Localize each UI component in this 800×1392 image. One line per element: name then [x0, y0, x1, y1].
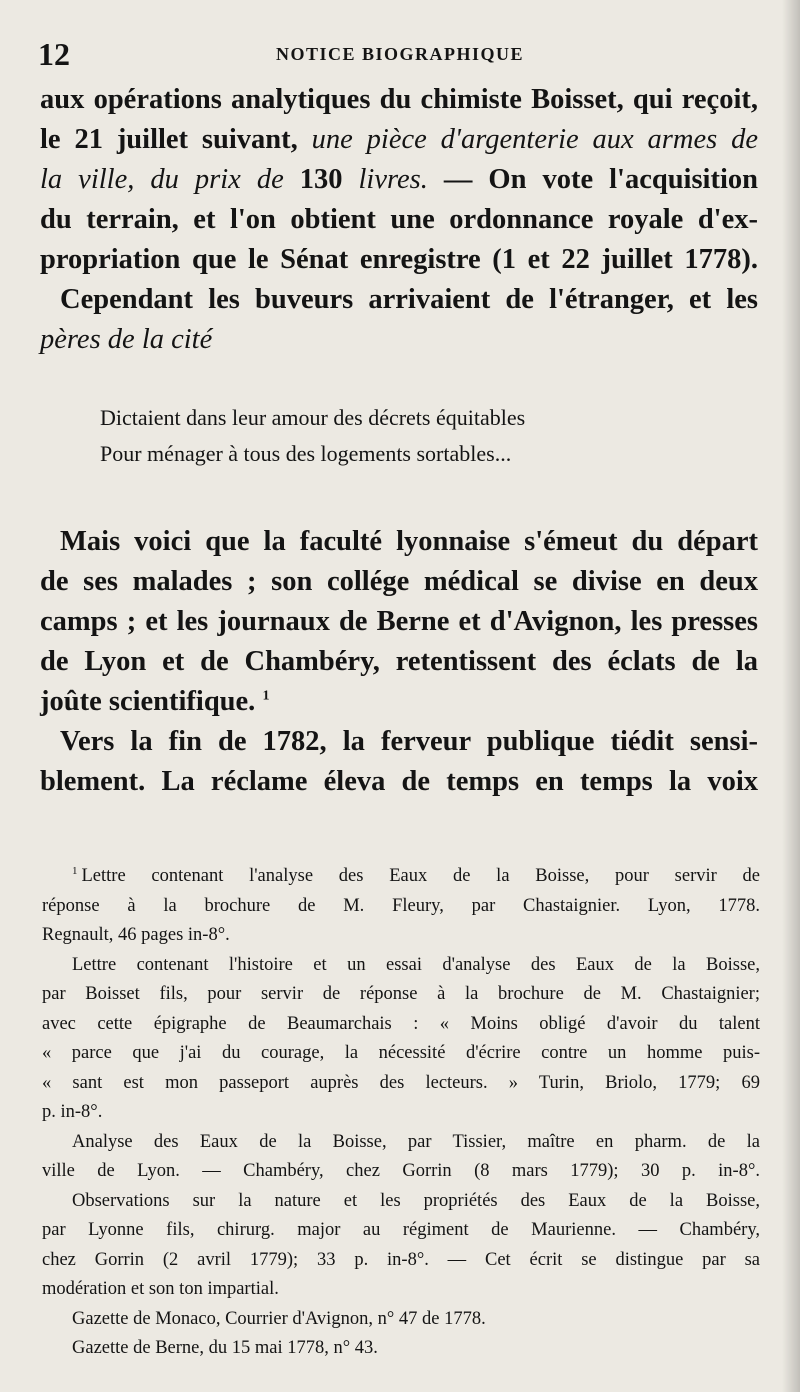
footnote-line: par Lyonne fils, chirurg. major au régiment de Maurienne. — Chambéry,	[42, 1220, 760, 1240]
text-line: de Lyon et de Chambéry, retentissent des éclats de la	[40, 646, 758, 677]
running-title: NOTICE BIOGRAPHIQUE	[275, 44, 525, 64]
verse-quote	[100, 400, 740, 472]
text-line: du terrain, et l'on obtient une ordonnance royale d'ex-	[40, 204, 758, 235]
main-text-lower	[40, 522, 758, 802]
footnote-line: réponse à la brochure de M. Fleury, par Chastaignier. Lyon, 1778.	[42, 895, 760, 916]
footnote-line: Regnault, 46 pages in-8°.	[42, 925, 230, 945]
footnote-line: « parce que j'ai du courage, la nécessité d'écrire contre un homme puis-	[42, 1043, 760, 1063]
page-header	[0, 36, 800, 70]
footnote-line: par Boisset fils, pour servir de réponse à la brochure de M. Chastaignier;	[42, 984, 760, 1004]
page-edge-shadow	[782, 0, 800, 1392]
main-text-upper	[40, 80, 758, 360]
footnote-line: p. in-8°.	[42, 1102, 103, 1122]
footnote-line: modération et son ton impartial.	[42, 1279, 279, 1299]
text-line: joûte scientifique. $^1$	[40, 686, 270, 717]
text-line: propriation que le Sénat enregistre (1 et 22 juillet 1778).	[40, 244, 758, 275]
footnote-line: ville de Lyon. — Chambéry, chez Gorrin (8 mars 1779); 30 p. in-8°.	[42, 1161, 760, 1181]
text-line: le 21 juillet suivant, une pièce d'argenterie aux armes de	[40, 124, 758, 155]
text-line: aux opérations analytiques du chimiste Boisset, qui reçoit,	[40, 84, 758, 115]
page-number: 12	[38, 36, 70, 72]
footnote-line: Gazette de Berne, du 15 mai 1778, n° 43.	[72, 1338, 378, 1358]
footnote-line: avec cette épigraphe de Beaumarchais : « Moins obligé d'avoir du talent	[42, 1013, 760, 1034]
text-line: la ville, du prix de 130 livres. — On vote l'acquisition	[40, 164, 758, 195]
text-line: Mais voici que la faculté lyonnaise s'émeut du départ	[60, 526, 758, 557]
footnote-line: Analyse des Eaux de la Boisse, par Tissier, maître en pharm. de la	[72, 1131, 760, 1152]
footnote-line: $^1$ Lettre contenant l'analyse des Eaux de la Boisse, pour servir de	[72, 864, 760, 886]
footnote-line: Observations sur la nature et les propriétés des Eaux de la Boisse,	[72, 1190, 760, 1211]
footnote-line: Lettre contenant l'histoire et un essai d'analyse des Eaux de la Boisse,	[72, 954, 760, 975]
quote-line: Dictaient dans leur amour des décrets équitables	[100, 405, 526, 430]
footnote-line: Gazette de Monaco, Courrier d'Avignon, n° 47 de 1778.	[72, 1308, 486, 1329]
text-line: de ses malades ; son collége médical se divise en deux	[40, 566, 758, 597]
text-line: Cependant les buveurs arrivaient de l'étranger, et les	[60, 284, 758, 315]
text-line: pères de la cité	[40, 324, 213, 355]
footnotes	[42, 862, 760, 1364]
quote-line: Pour ménager à tous des logements sortables...	[100, 441, 512, 466]
footnote-line: chez Gorrin (2 avril 1779); 33 p. in-8°. — Cet écrit se distingue par sa	[42, 1249, 760, 1270]
footnote-line: « sant est mon passeport auprès des lecteurs. » Turin, Briolo, 1779; 69	[42, 1072, 760, 1093]
text-line: blement. La réclame éleva de temps en temps la voix	[40, 766, 758, 797]
footnote-reference: 1	[262, 688, 270, 704]
text-line: Vers la fin de 1782, la ferveur publique tiédit sensi-	[60, 726, 758, 757]
text-line: camps ; et les journaux de Berne et d'Avignon, les presses	[40, 606, 758, 637]
